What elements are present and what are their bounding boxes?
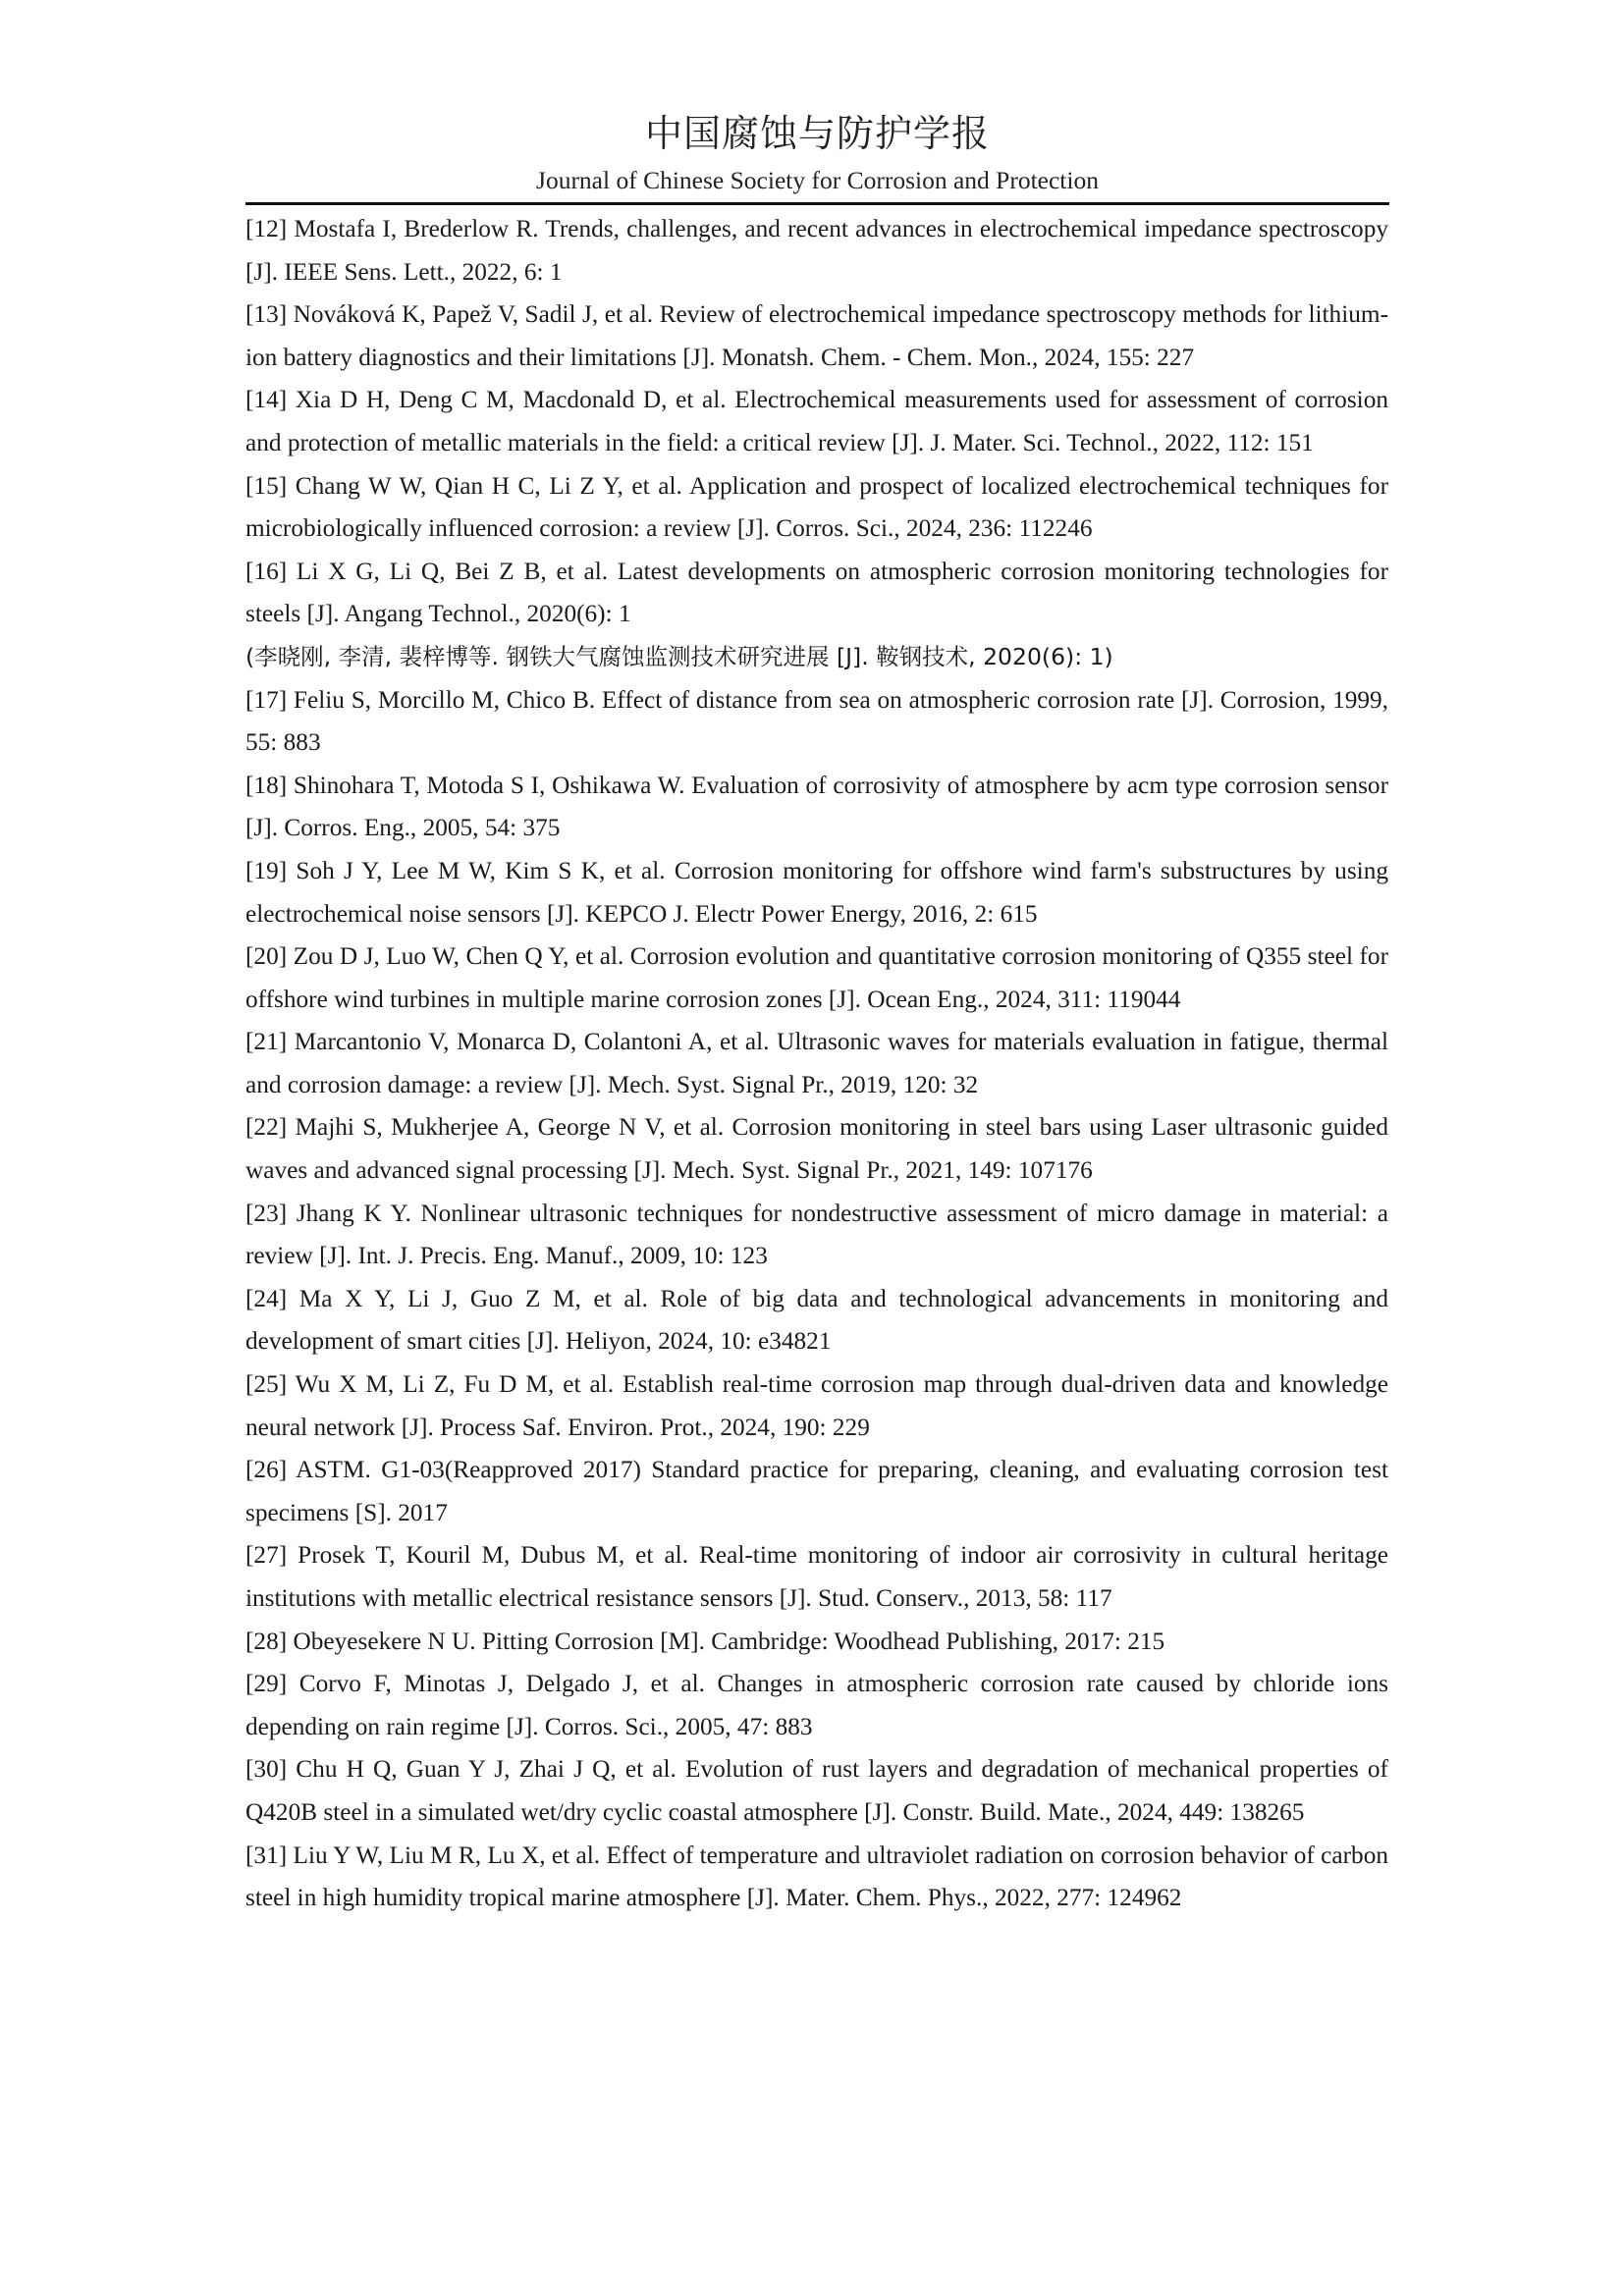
reference-23: [23] Jhang K Y. Nonlinear ultrasonic techniques for nondestructive assessment of micro damage in material: a review [J]. Int. J. Precis. Eng. Manuf., 2009, 10: 123 — [245, 1199, 1388, 1270]
header-divider — [245, 202, 1389, 205]
reference-16: [16] Li X G, Li Q, Bei Z B, et al. Latest developments on atmospheric corrosion monitoring technologies for steels [J]. Angang Technol., 2020(6): 1 — [245, 557, 1388, 628]
reference-list — [245, 208, 1388, 1920]
reference-15: [15] Chang W W, Qian H C, Li Z Y, et al. Application and prospect of localized electrochemical techniques for microbiologically influenced corrosion: a review [J]. Corros. Sci., 2024, 236: 112246 — [245, 471, 1388, 543]
reference-25: [25] Wu X M, Li Z, Fu D M, et al. Establish real-time corrosion map through dual-driven data and knowledge neural network [J]. Process Saf. Environ. Prot., 2024, 190: 229 — [245, 1370, 1388, 1441]
reference-24: [24] Ma X Y, Li J, Guo Z M, et al. Role of big data and technological advancements in monitoring and development of smart cities [J]. Heliyon, 2024, 10: e34821 — [245, 1284, 1388, 1356]
reference-27: [27] Prosek T, Kouril M, Dubus M, et al. Real-time monitoring of indoor air corrosivity in cultural heritage institutions with metallic electrical resistance sensors [J]. Stud. Conserv., 2013, 58: 117 — [245, 1541, 1388, 1612]
journal-header — [245, 110, 1389, 196]
reference-14: [14] Xia D H, Deng C M, Macdonald D, et al. Electrochemical measurements used for assessment of corrosion and protection of metallic materials in the field: a critical review [J]. J. Mater. Sci. Technol., 2022, 112: 151 — [245, 386, 1388, 456]
reference-19: [19] Soh J Y, Lee M W, Kim S K, et al. Corrosion monitoring for offshore wind farm's substructures by using electrochemical noise sensors [J]. KEPCO J. Electr Power Energy, 2016, 2: 615 — [245, 856, 1388, 928]
reference-17: [17] Feliu S, Morcillo M, Chico B. Effect of distance from sea on atmospheric corrosion rate [J]. Corrosion, 1999, 55: 883 — [245, 685, 1388, 757]
reference-21: [21] Marcantonio V, Monarca D, Colantoni A, et al. Ultrasonic waves for materials evaluation in fatigue, thermal and corrosion damage: a review [J]. Mech. Syst. Signal Pr., 2019, 120: 32 — [245, 1028, 1388, 1098]
reference-18: [18] Shinohara T, Motoda S I, Oshikawa W. Evaluation of corrosivity of atmosphere by acm type corrosion sensor [J]. Corros. Eng., 2005, 54: 375 — [245, 771, 1388, 842]
reference-16-chinese: (李晓刚, 李清, 裴梓博等. 钢铁大气腐蚀监测技术研究进展 [J]. 鞍钢技术, 2020(6): 1) — [245, 642, 1113, 670]
reference-30: [30] Chu H Q, Guan Y J, Zhai J Q, et al. Evolution of rust layers and degradation of mechanical properties of Q420B steel in a simulated wet/dry cyclic coastal atmosphere [J]. Constr. Build. Mate., 2024, 449: 138265 — [245, 1755, 1388, 1826]
reference-20: [20] Zou D J, Luo W, Chen Q Y, et al. Corrosion evolution and quantitative corrosion monitoring of Q355 steel for offshore wind turbines in multiple marine corrosion zones [J]. Ocean Eng., 2024, 311: 119044 — [245, 942, 1388, 1013]
reference-29: [29] Corvo F, Minotas J, Delgado J, et al. Changes in atmospheric corrosion rate caused by chloride ions depending on rain regime [J]. Corros. Sci., 2005, 47: 883 — [245, 1670, 1388, 1740]
reference-28: [28] Obeyesekere N U. Pitting Corrosion [M]. Cambridge: Woodhead Publishing, 2017: 215 — [245, 1627, 1165, 1655]
reference-12: [12] Mostafa I, Brederlow R. Trends, challenges, and recent advances in electrochemical impedance spectroscopy [J]. IEEE Sens. Lett., 2022, 6: 1 — [245, 215, 1388, 286]
reference-31: [31] Liu Y W, Liu M R, Lu X, et al. Effect of temperature and ultraviolet radiation on corrosion behavior of carbon steel in high humidity tropical marine atmosphere [J]. Mater. Chem. Phys., 2022, 277: 124962 — [245, 1841, 1388, 1912]
reference-22: [22] Majhi S, Mukherjee A, George N V, et al. Corrosion monitoring in steel bars using Laser ultrasonic guided waves and advanced signal processing [J]. Mech. Syst. Signal Pr., 2021, 149: 107176 — [245, 1113, 1388, 1185]
reference-13: [13] Nováková K, Papež V, Sadil J, et al. Review of electrochemical impedance spectroscopy methods for lithium-ion battery diagnostics and their limitations [J]. Monatsh. Chem. - Chem. Mon., 2024, 155: 227 — [245, 300, 1388, 371]
reference-26: [26] ASTM. G1-03(Reapproved 2017) Standard practice for preparing, cleaning, and evaluating corrosion test specimens [S]. 2017 — [245, 1456, 1388, 1526]
journal-title-chinese: 中国腐蚀与防护学报 — [644, 112, 990, 155]
journal-title-english: Journal of Chinese Society for Corrosion and Protection — [536, 166, 1099, 194]
